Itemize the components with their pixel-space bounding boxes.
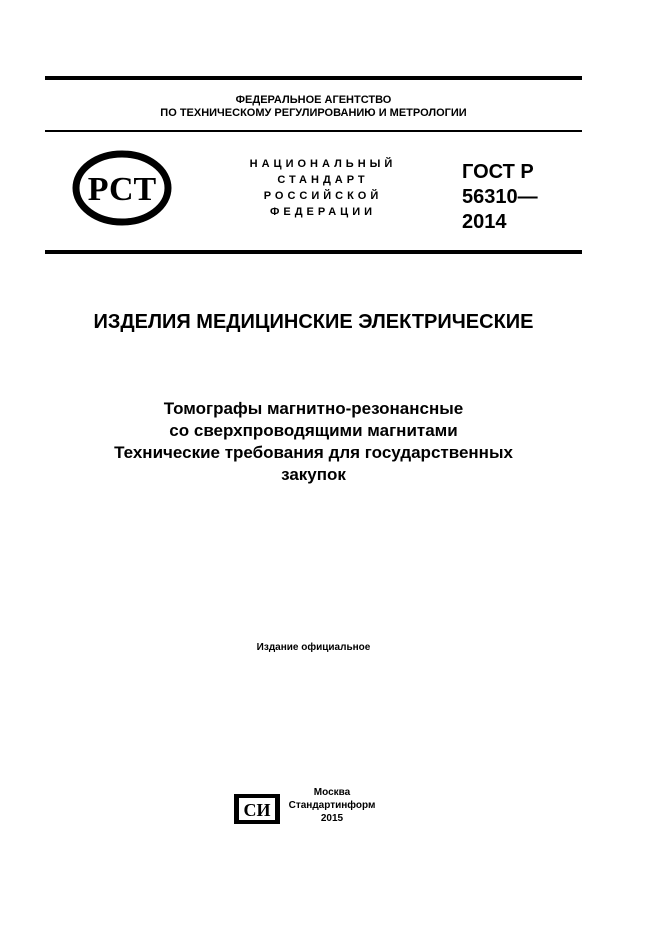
- standard-line-4: ФЕДЕРАЦИИ: [269, 206, 377, 218]
- agency-line-2: ПО ТЕХНИЧЕСКОМУ РЕГУЛИРОВАНИЮ И МЕТРОЛОГИИ: [160, 107, 467, 119]
- gost-number: [462, 160, 538, 235]
- gost-line-3: 2014: [462, 211, 507, 233]
- rst-logo-text: РСТ: [87, 171, 157, 208]
- subtitle-line-3: Технические требования для государственных: [114, 443, 513, 462]
- national-standard-block: [225, 156, 421, 220]
- middle-rule: [45, 130, 582, 132]
- subtitle-line-2: со сверхпроводящими магнитами: [169, 421, 458, 440]
- rst-logo-icon: [72, 150, 172, 226]
- top-rule: [45, 76, 582, 80]
- publisher-name: Стандартинформ: [288, 800, 376, 811]
- standard-line-2: СТАНДАРТ: [277, 174, 369, 186]
- document-subtitle: [45, 398, 582, 486]
- standard-line-3: РОССИЙСКОЙ: [263, 190, 383, 202]
- standard-line-1: НАЦИОНАЛЬНЫЙ: [249, 158, 397, 170]
- publisher-city: Москва: [313, 787, 351, 798]
- agency-line-1: ФЕДЕРАЛЬНОЕ АГЕНТСТВО: [235, 94, 392, 106]
- standartinform-logo-icon: [233, 793, 281, 825]
- agency-name: [45, 94, 582, 120]
- gost-line-2: 56310—: [462, 186, 538, 208]
- publisher-year: 2015: [320, 813, 344, 824]
- publisher-info: [285, 786, 379, 825]
- edition-label: Издание официальное: [256, 642, 371, 653]
- subtitle-line-4: закупок: [281, 465, 346, 484]
- subtitle-line-1: Томографы магнитно-резонансные: [163, 399, 464, 418]
- gost-line-1: ГОСТ Р: [462, 161, 534, 183]
- standartinform-logo-text: СИ: [243, 800, 271, 820]
- bottom-rule: [45, 250, 582, 254]
- document-title: ИЗДЕЛИЯ МЕДИЦИНСКИЕ ЭЛЕКТРИЧЕСКИЕ: [93, 311, 534, 333]
